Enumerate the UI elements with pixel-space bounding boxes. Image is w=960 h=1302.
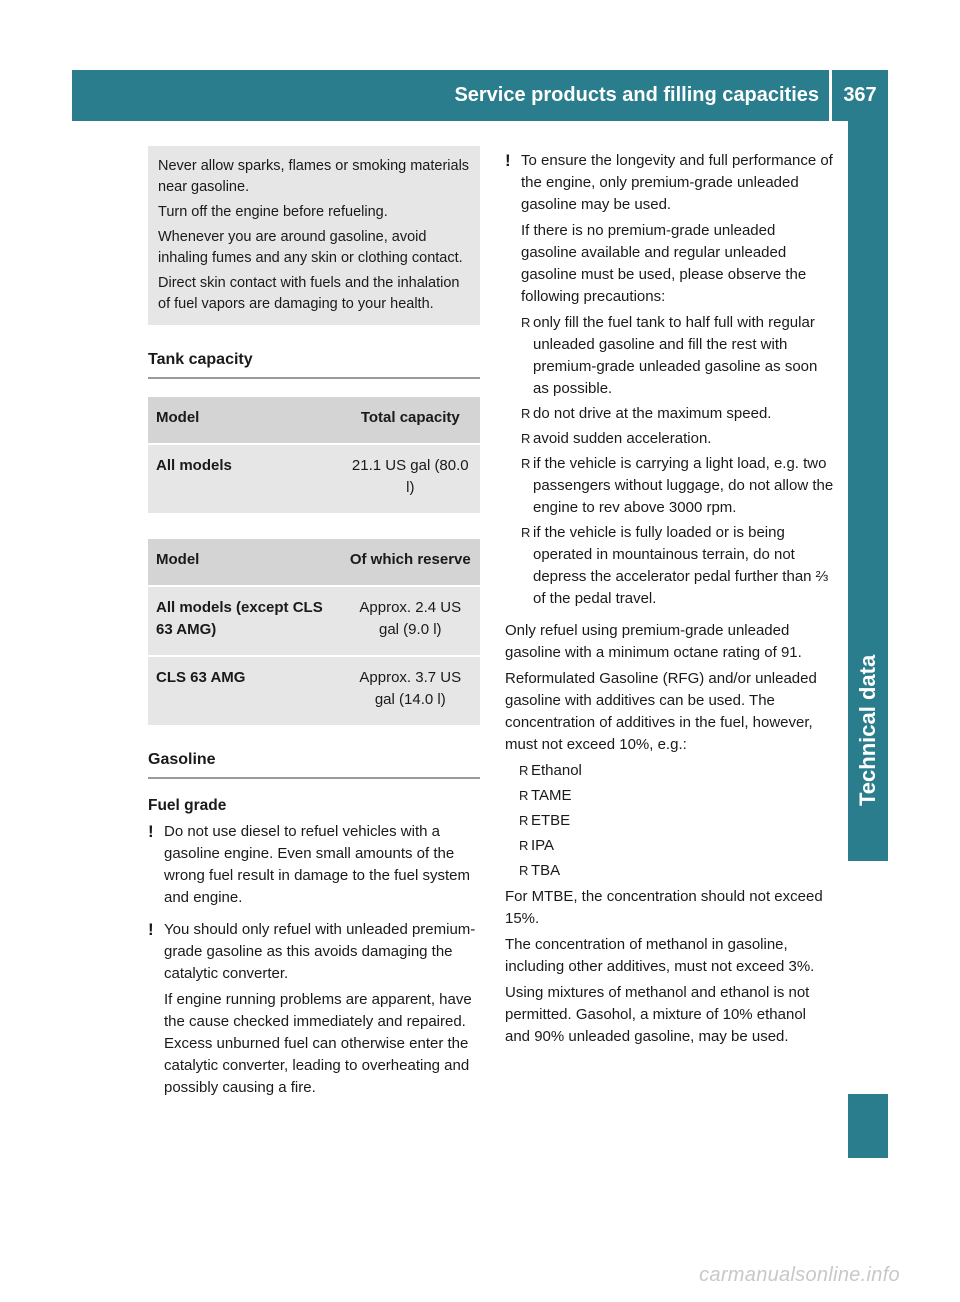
list-item: R only fill the fuel tank to half full with regular unleaded gasoline and fill the rest with premium-grade unleaded gasoline as soon as possible. [521, 312, 835, 400]
total-capacity-table [148, 395, 480, 515]
warning-line: Never allow sparks, flames or smoking materials near gasoline. [158, 158, 470, 195]
exclamation-icon: ! [148, 822, 154, 841]
list-item: R avoid sudden acceleration. [521, 428, 835, 450]
notice-diesel [148, 821, 480, 909]
side-tab-marker [848, 1094, 888, 1158]
warning-line: Turn off the engine before refueling. [158, 204, 388, 220]
notice-text: To ensure the longevity and full performance of the engine, only premium-grade unleaded gasoline may be used. [521, 152, 833, 213]
table-header-row [148, 397, 480, 443]
left-column [148, 146, 480, 1109]
list-item: R if the vehicle is carrying a light load, e.g. two passengers without luggage, do not allow the engine to rev above 3000 rpm. [521, 453, 835, 519]
table-cell-model: All models (except CLS 63 AMG) [148, 587, 341, 655]
list-item: R do not drive at the maximum speed. [521, 403, 835, 425]
list-item: R TBA [519, 860, 835, 882]
watermark: carmanualsonline.info [699, 1264, 900, 1286]
right-column [505, 150, 835, 1052]
table-cell-value: 21.1 US gal (80.0 l) [341, 445, 480, 513]
warning-line: Whenever you are around gasoline, avoid inhaling fumes and any skin or clothing contact. [158, 229, 463, 266]
notice-unleaded [148, 919, 480, 1099]
fuel-grade-heading: Fuel grade [148, 797, 227, 814]
notice-text: You should only refuel with unleaded premium-grade gasoline as this avoids damaging the catalytic converter. [164, 921, 476, 982]
precautions-list [521, 312, 835, 610]
paragraph: The concentration of methanol in gasoline, including other additives, must not exceed 3%. [505, 936, 815, 975]
table-cell-value: Approx. 2.4 US gal (9.0 l) [341, 587, 480, 655]
paragraph: For MTBE, the concentration should not exceed 15%. [505, 888, 823, 927]
notice-text: Do not use diesel to refuel vehicles with a gasoline engine. Even small amounts of the wrong fuel result in damage to the fuel system and engine. [164, 823, 470, 906]
table-cell-model: CLS 63 AMG [148, 657, 341, 725]
notice-premium [505, 150, 835, 610]
table-header-cell: Model [148, 539, 341, 585]
table-row [148, 445, 480, 513]
table-cell-model: All models [148, 445, 341, 513]
tank-capacity-heading: Tank capacity [148, 349, 480, 379]
table-header-cell: Model [148, 397, 341, 443]
table-row [148, 657, 480, 725]
exclamation-icon: ! [148, 920, 154, 939]
gasoline-heading: Gasoline [148, 749, 480, 779]
table-header-cell: Of which reserve [341, 539, 480, 585]
warning-box [148, 146, 480, 325]
page-number: 367 [843, 84, 877, 106]
list-item: R Ethanol [519, 760, 835, 782]
warning-line: Direct skin contact with fuels and the inhalation of fuel vapors are damaging to your health. [158, 275, 460, 312]
list-item: R IPA [519, 835, 835, 857]
notice-text: If there is no premium-grade unleaded gasoline available and regular unleaded gasoline must be used, please observe the following precautions: [521, 222, 807, 305]
table-header-row [148, 539, 480, 585]
paragraph: Using mixtures of methanol and ethanol is not permitted. Gasohol, a mixture of 10% ethanol and 90% unleaded gasoline, may be used. [505, 984, 810, 1045]
paragraph: Reformulated Gasoline (RFG) and/or unleaded gasoline with additives can be used. The concentration of additives in the fuel, however, must not exceed 10%, e.g.: [505, 670, 817, 753]
table-row [148, 587, 480, 655]
notice-text: If engine running problems are apparent, have the cause checked immediately and repaired. Excess unburned fuel can otherwise enter the catalytic converter, leading to overheating and possibly causing a fire. [164, 991, 472, 1096]
exclamation-icon: ! [505, 151, 511, 170]
reserve-table [148, 537, 480, 727]
side-tab-label: Technical data [855, 654, 880, 806]
additives-list [505, 760, 835, 882]
list-item: R ETBE [519, 810, 835, 832]
list-item: R if the vehicle is fully loaded or is being operated in mountainous terrain, do not depress the accelerator pedal further than ⅔ of the pedal travel. [521, 522, 835, 610]
page-title: Service products and filling capacities [454, 84, 819, 106]
list-item: R TAME [519, 785, 835, 807]
table-header-cell: Total capacity [341, 397, 480, 443]
paragraph: Only refuel using premium-grade unleaded gasoline with a minimum octane rating of 91. [505, 622, 802, 661]
table-cell-value: Approx. 3.7 US gal (14.0 l) [341, 657, 480, 725]
